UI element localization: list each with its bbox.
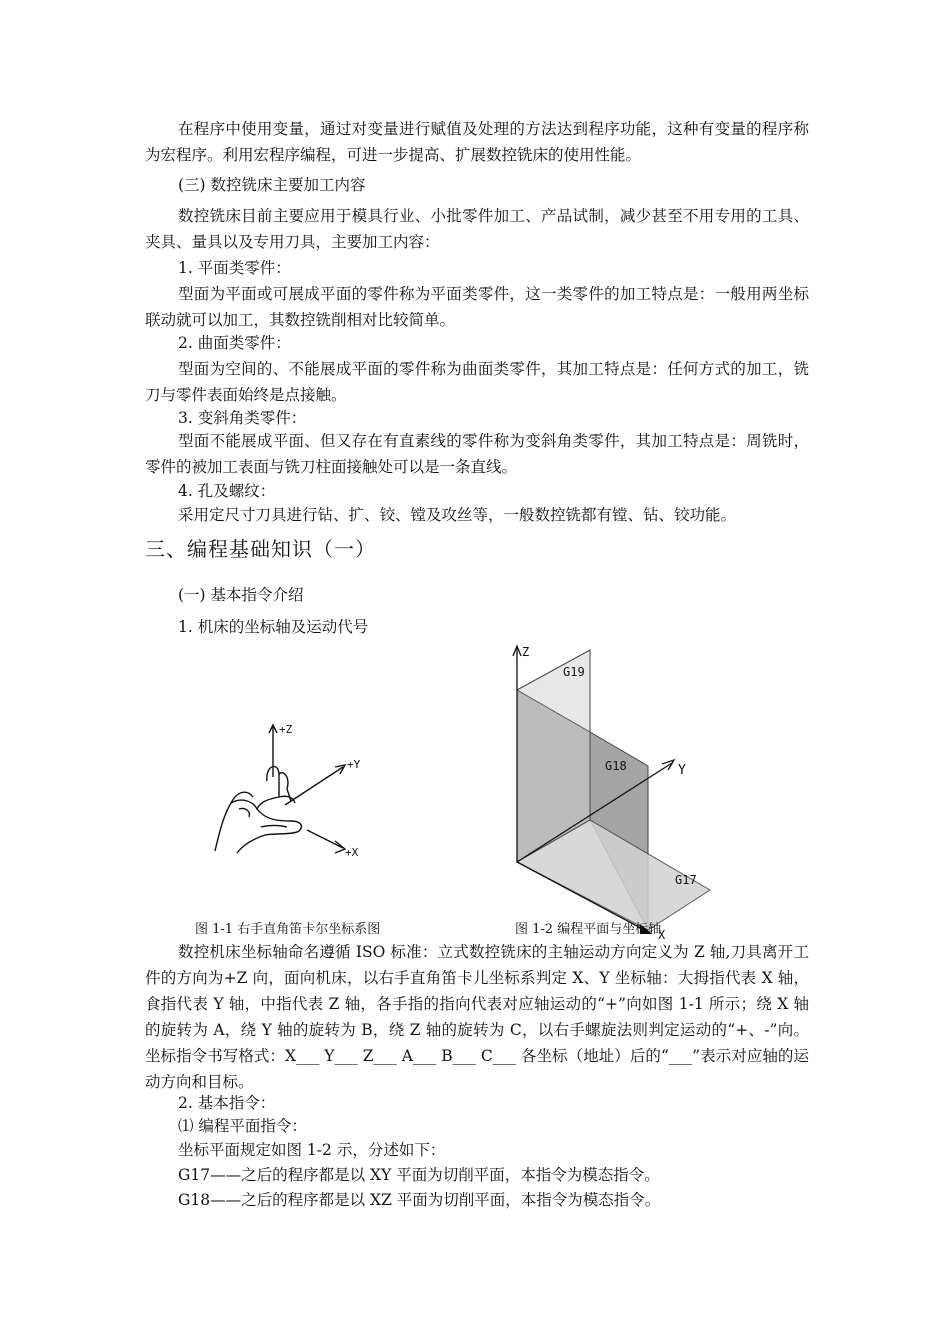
subsection-3-body: 数控铣床目前主要应用于模具行业、小批零件加工、产品试制，减少甚至不用专用的工具、夹具、量具以及专用刀具，主要加工内容： (145, 207, 809, 251)
item-3-body: 型面不能展成平面、但又存在有直素线的零件称为变斜角类零件，其加工特点是：周铣时，零件的被加工表面与铣刀柱面接触处可以是一条直线。 (145, 432, 809, 476)
fig2-label-z: Z (522, 645, 530, 659)
figure-1-caption: 图 1-1 右手直角笛卡尔坐标系图 (195, 922, 381, 937)
fig2-label-x: X (658, 928, 666, 940)
fig2-label-g19: G19 (563, 665, 585, 679)
item-4-title: 4. 孔及螺纹： (178, 482, 276, 500)
g17-description: G17——之后的程序都是以 XY 平面为切削平面，本指令为模态指令。 (178, 1166, 660, 1184)
subsection-a-item-1: 1. 机床的坐标轴及运动代号 (178, 618, 369, 636)
fig2-label-g18: G18 (605, 759, 627, 773)
fig1-hand (215, 766, 301, 853)
basic-instructions-title: 2. 基本指令： (178, 1094, 276, 1112)
item-1-body: 型面为平面或可展成平面的零件称为平面类零件，这一类零件的加工特点是：一般用两坐标联动就可以加工，其数控铣削相对比较简单。 (145, 285, 809, 329)
fig1-x-axis (307, 830, 343, 848)
item-4-body: 采用定尺寸刀具进行钻、扩、铰、镗及攻丝等，一般数控铣都有镗、钻、铰功能。 (178, 506, 737, 524)
axis-naming-paragraph: 数控机床坐标轴命名遵循 ISO 标准：立式数控铣床的主轴运动方向定义为 Z 轴,刀具离开工件的方向为+Z 向，面向机床，以右手直角笛卡儿坐标系判定 X、Y 坐标轴：大拇指代表 X 轴，食指代表 Y 轴，中指代表 Z 轴，各手指的指向代表对应轴运动的“+”向如图 1-1 所示；绕 X 轴的旋转为 A，绕 Y 轴的旋转为 B，绕 Z 轴的旋转为 C，以右手螺旋法则判定运动的“+、-”向。坐标指令书写格式：X___ Y___ Z___ A___ B___ C___ 各坐标（地址）后的“___”表示对应轴的运动方向和目标。 (145, 943, 809, 1091)
item-2-title: 2. 曲面类零件： (178, 334, 291, 352)
plane-instructions-body: 坐标平面规定如图 1-2 示，分述如下： (178, 1141, 446, 1159)
fig1-label-x: +X (345, 846, 359, 859)
subsection-a-title: (一) 基本指令介绍 (178, 586, 304, 604)
fig2-label-y: Y (678, 763, 686, 778)
g18-description: G18——之后的程序都是以 XZ 平面为切削平面，本指令为模态指令。 (178, 1191, 661, 1209)
item-3-title: 3. 变斜角类零件： (178, 409, 307, 427)
item-2-body: 型面为空间的、不能展成平面的零件称为曲面类零件，其加工特点是：任何方式的加工，铣刀与零件表面始终是点接触。 (145, 360, 809, 404)
fig2-label-g17: G17 (675, 873, 697, 887)
subsection-3-title: (三) 数控铣床主要加工内容 (178, 176, 366, 194)
figure-planes (500, 640, 720, 940)
figure-right-hand (195, 705, 395, 875)
fig1-label-z: +Z (279, 723, 293, 736)
figure-2-caption: 图 1-2 编程平面与坐标轴 (515, 922, 662, 937)
fig1-label-y: +Y (347, 758, 361, 771)
section-title: 三、编程基础知识（一） (145, 537, 376, 561)
item-1-title: 1. 平面类零件： (178, 259, 291, 277)
intro-paragraph: 在程序中使用变量，通过对变量进行赋值及处理的方法达到程序功能，这种有变量的程序称为宏程序。利用宏程序编程，可进一步提高、扩展数控铣床的使用性能。 (145, 120, 809, 164)
plane-instructions-title: ⑴ 编程平面指令： (178, 1117, 307, 1135)
